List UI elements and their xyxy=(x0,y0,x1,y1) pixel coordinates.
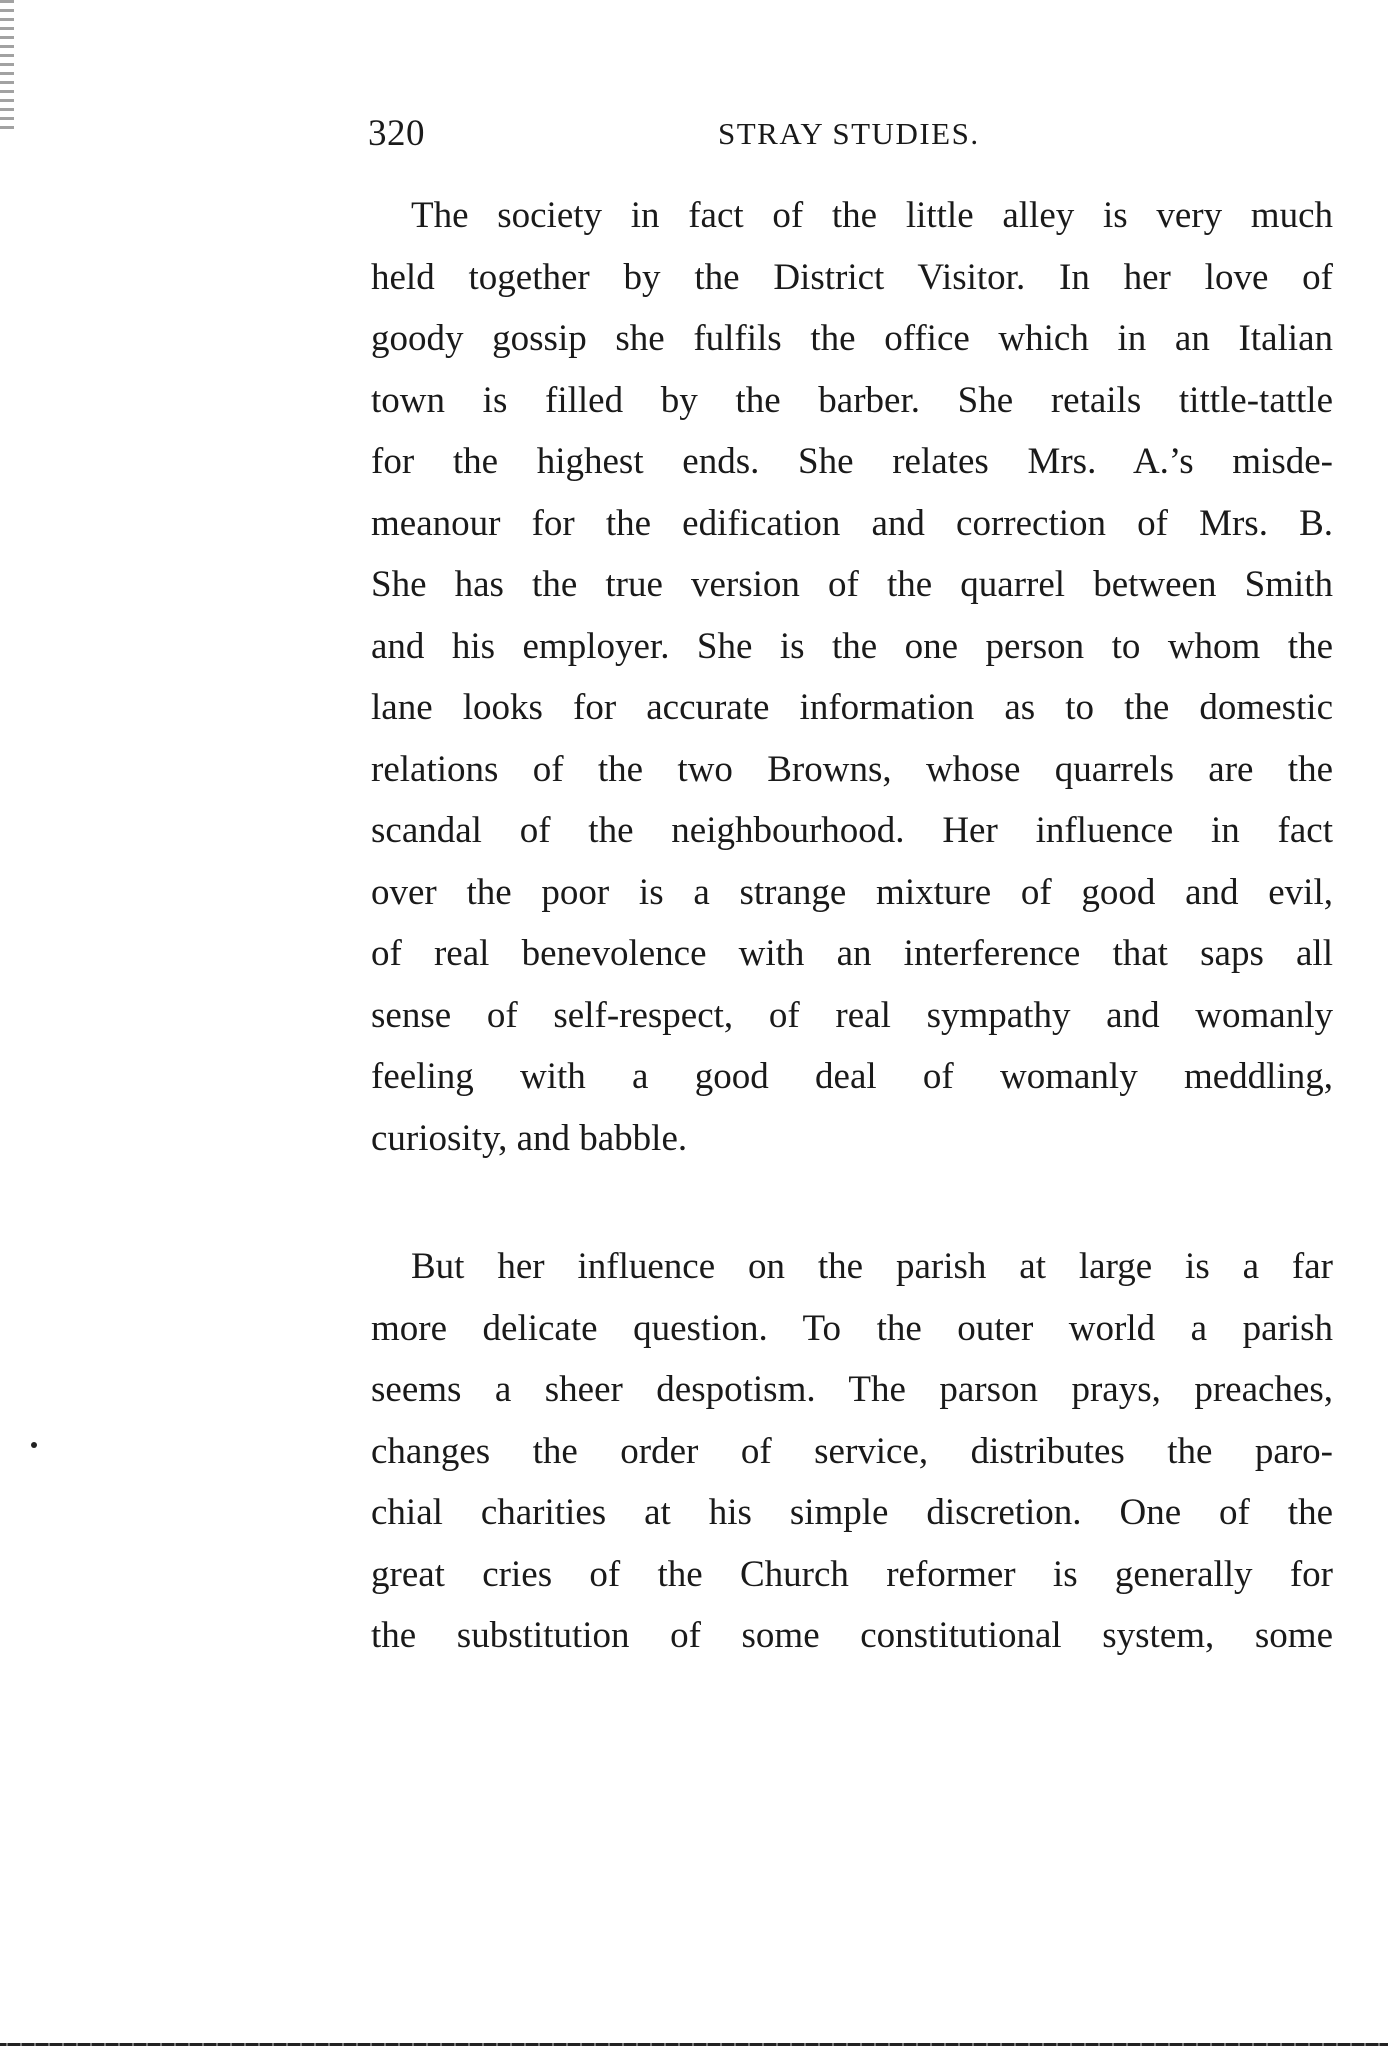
text-line: of real benevolence with an interference that saps all xyxy=(371,933,1333,974)
text-line: curiosity, and babble. xyxy=(371,1118,688,1159)
text-line: feeling with a good deal of womanly meddling, xyxy=(371,1056,1333,1097)
text-line: lane looks for accurate information as to the domestic xyxy=(371,687,1333,728)
running-head-title: STRAY STUDIES. xyxy=(718,116,980,151)
text-line: meanour for the edification and correction of Mrs. B. xyxy=(371,503,1333,544)
page-number: 320 xyxy=(368,113,425,154)
text-line: great cries of the Church reformer is generally for xyxy=(371,1554,1333,1595)
text-line: sense of self-respect, of real sympathy and womanly xyxy=(371,995,1333,1036)
text-line: more delicate question. To the outer world a parish xyxy=(371,1308,1333,1349)
ink-speck xyxy=(31,1442,37,1448)
text-line: The society in fact of the little alley is very much xyxy=(411,195,1333,236)
text-line: seems a sheer despotism. The parson prays, preaches, xyxy=(371,1369,1333,1410)
text-line: over the poor is a strange mixture of good and evil, xyxy=(371,872,1333,913)
margin-scan-marks xyxy=(0,0,14,130)
text-line: goody gossip she fulfils the office which in an Italian xyxy=(371,318,1333,359)
text-line: and his employer. She is the one person to whom the xyxy=(371,626,1333,667)
page-bottom-edge xyxy=(0,2043,1388,2046)
text-line: But her influence on the parish at large is a far xyxy=(411,1246,1333,1287)
text-line: for the highest ends. She relates Mrs. A.’s misde- xyxy=(371,441,1333,482)
running-head xyxy=(368,112,1330,162)
text-line: changes the order of service, distributes the paro- xyxy=(371,1431,1333,1472)
text-line: relations of the two Browns, whose quarrels are the xyxy=(371,749,1333,790)
text-line: chial charities at his simple discretion. One of the xyxy=(371,1492,1333,1533)
text-line: held together by the District Visitor. In her love of xyxy=(371,257,1333,298)
text-line: town is filled by the barber. She retails tittle-tattle xyxy=(371,380,1333,421)
text-line: scandal of the neighbourhood. Her influence in fact xyxy=(371,810,1333,851)
text-line: the substitution of some constitutional system, some xyxy=(371,1615,1333,1656)
text-line: She has the true version of the quarrel between Smith xyxy=(371,564,1333,605)
